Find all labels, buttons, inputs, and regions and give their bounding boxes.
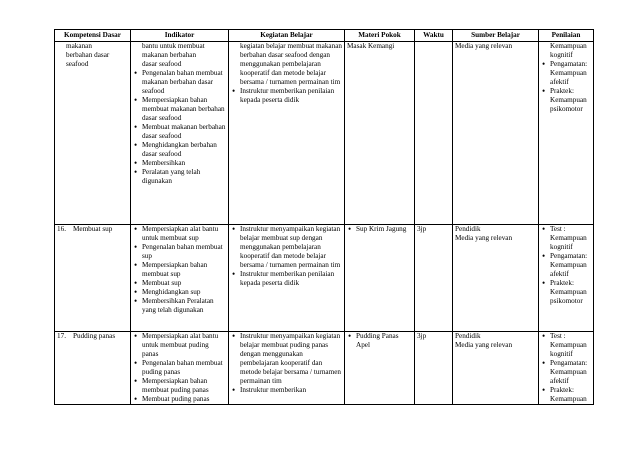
waktu-text: 3jp [417, 225, 427, 233]
penilaian-cell [539, 332, 594, 405]
indikator-list [133, 225, 226, 315]
waktu-cell [415, 42, 453, 225]
list-item: • Mempersiapkan bahan membuat makanan berbahan dasar seafood [133, 96, 226, 123]
list-item: • Test : Kemampuan kognitif [541, 332, 591, 359]
sumber-line: Media yang relevan [455, 42, 513, 50]
list-item: • Pengenalan bahan membuat puding panas [133, 359, 226, 377]
kompetensi-number: 17. [57, 332, 66, 340]
table-header-row [55, 30, 594, 42]
list-item: • Membuat makanan berbahan dasar seafood [133, 123, 226, 141]
list-item: • Instruktur memberikan [231, 386, 342, 395]
list-item: • Menghidangkan sup [133, 288, 226, 297]
list-item: • Mempersiapkan alat bantu untuk membuat puding panas [133, 332, 226, 359]
penilaian-lead-line: kognitif [550, 51, 573, 59]
kegiatan-list [231, 225, 342, 288]
materi-text: Masak Kemangi [347, 42, 395, 50]
indikator-lead-line: makanan berbahan [142, 51, 197, 59]
table-row [55, 42, 594, 225]
list-item: • Instruktur memberikan penilaian kepada peserta didik [231, 87, 342, 105]
table-row [55, 332, 594, 405]
list-item: • Mempersiapkan alat bantu untuk membuat sup [133, 225, 226, 243]
materi-cell [345, 42, 415, 225]
penilaian-list [541, 60, 591, 114]
sumber-line: Pendidik [455, 332, 481, 340]
list-item: • Pengamatan: Kemampuan afektif [541, 60, 591, 87]
kompetensi-line: berbahan dasar [66, 51, 110, 59]
indikator-list [133, 332, 226, 404]
header-kegiatan-belajar: Kegiatan Belajar [229, 30, 345, 42]
waktu-text: 3jp [417, 332, 427, 340]
list-item: • Mempersiapkan bahan membuat puding panas [133, 377, 226, 395]
kompetensi-cell [55, 42, 131, 225]
indikator-cell [131, 332, 229, 405]
sumber-cell [453, 332, 539, 405]
list-item: • Pengenalan bahan membuat sup [133, 243, 226, 261]
penilaian-lead-line: Kemampuan [550, 42, 587, 50]
list-item: • Praktek: Kemampuan [541, 386, 591, 404]
penilaian-cell [539, 225, 594, 332]
list-item: • Pudding Panas Apel [347, 332, 412, 350]
waktu-cell [415, 225, 453, 332]
table-row [55, 225, 594, 332]
list-item: • Peralatan yang telah digunakan [133, 168, 226, 186]
materi-list [347, 225, 412, 234]
kegiatan-cell [229, 225, 345, 332]
sumber-line: Media yang relevan [455, 234, 513, 242]
indikator-list [133, 69, 226, 186]
kompetensi-text: Membuat sup [73, 225, 113, 233]
penilaian-list [541, 225, 591, 306]
kegiatan-cell [229, 42, 345, 225]
header-penilaian: Penilaian [539, 30, 594, 42]
list-item: • Membuat sup [133, 279, 226, 288]
header-waktu: Waktu [415, 30, 453, 42]
list-item: • Sup Krim Jagung [347, 225, 412, 234]
materi-cell [345, 332, 415, 405]
kompetensi-line: makanan [66, 42, 92, 50]
indikator-cell [131, 42, 229, 225]
list-item: • Pengenalan bahan membuat makanan berbahan dasar seafood [133, 69, 226, 96]
list-item: • Instruktur memberikan penilaian kepada peserta didik [231, 270, 342, 288]
list-item: • Pengamatan: Kemampuan afektif [541, 359, 591, 386]
penilaian-cell [539, 42, 594, 225]
header-kompetensi-dasar: Kompetensi Dasar [55, 30, 131, 42]
list-item: • Test : Kemampuan kognitif [541, 225, 591, 252]
kegiatan-lead: kegiatan belajar membuat makanan berbahan dasar seafood dengan menggunakan pembelajaran kooperatif dan metode belajar bersama / turnamen permainan tim [240, 42, 342, 86]
materi-cell [345, 225, 415, 332]
waktu-cell [415, 332, 453, 405]
sumber-cell [453, 225, 539, 332]
list-item: • Membuat puding panas [133, 395, 226, 404]
kompetensi-text: Pudding panas [73, 332, 116, 340]
list-item: • Praktek: Kemampuan psikomotor [541, 279, 591, 306]
sumber-line: Media yang relevan [455, 341, 513, 349]
list-item: • Membersihkan Peralatan yang telah digunakan [133, 297, 226, 315]
indikator-cell [131, 225, 229, 332]
list-item: • Praktek: Kemampuan psikomotor [541, 87, 591, 114]
syllabus-table [54, 29, 594, 405]
kompetensi-cell [55, 225, 131, 332]
list-item: • Mempersiapkan bahan membuat sup [133, 261, 226, 279]
indikator-lead-line: dasar seafood [142, 60, 182, 68]
list-item: • Instruktur menyampaikan kegiatan belajar membuat sup dengan menggunakan pembelajaran kooperatif dan metode belajar bersama / turnamen permainan tim [231, 225, 342, 270]
penilaian-list [541, 332, 591, 404]
sumber-line: Pendidik [455, 225, 481, 233]
list-item: • Menghidangkan berbahan dasar seafood [133, 141, 226, 159]
list-item: • Membersihkan [133, 159, 226, 168]
list-item: • Pengamatan: Kemampuan afektif [541, 252, 591, 279]
list-item: • Instruktur menyampaikan kegiatan belajar membuat puding panas dengan menggunakan pembelajaran kooperatif dan metode belajar bersama / turnamen permainan tim [231, 332, 342, 386]
sumber-cell [453, 42, 539, 225]
header-indikator: Indikator [131, 30, 229, 42]
header-sumber-belajar: Sumber Belajar [453, 30, 539, 42]
kompetensi-number: 16. [57, 225, 66, 233]
materi-list [347, 332, 412, 350]
kegiatan-list [231, 332, 342, 395]
indikator-lead-line: bantu untuk membuat [142, 42, 205, 50]
kompetensi-line: seafood [66, 60, 89, 68]
kegiatan-list [231, 87, 342, 105]
kompetensi-cell [55, 332, 131, 405]
kegiatan-cell [229, 332, 345, 405]
header-materi-pokok: Materi Pokok [345, 30, 415, 42]
